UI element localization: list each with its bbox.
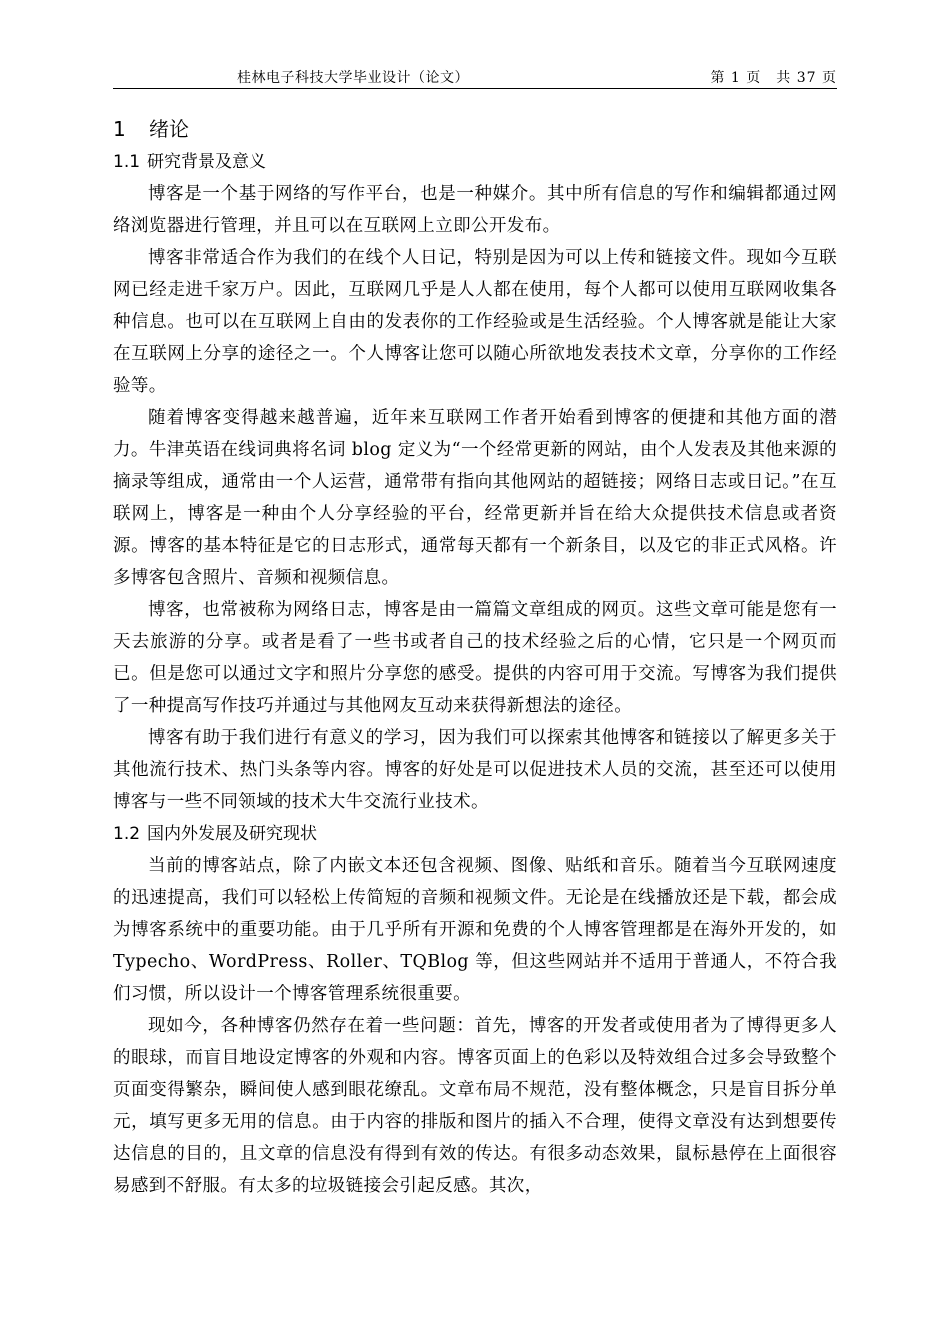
paragraph: 现如今，各种博客仍然存在着一些问题：首先，博客的开发者或使用者为了博得更多人的眼球，而盲目地设定博客的外观和内容。博客页面上的色彩以及特效组合过多会导致整个页面变得繁杂，瞬间使人感到眼花缭乱。文章布局不规范，没有整体概念，只是盲目拆分单元，填写更多无用的信息。由于内容的排版和图片的插入不合理，使得文章没有达到想要传达信息的目的，且文章的信息没有得到有效的传达。有很多动态效果，鼠标悬停在上面很容易感到不舒服。有太多的垃圾链接会引起反感。其次， (113, 1016, 837, 1196)
paragraph: 博客有助于我们进行有意义的学习，因为我们可以探索其他博客和链接以了解更多关于其他流行技术、热门头条等内容。博客的好处是可以促进技术人员的交流，甚至还可以使用博客与一些不同领域的技术大牛交流行业技术。 (113, 728, 837, 812)
section-heading (113, 146, 837, 178)
paragraph: 随着博客变得越来越普遍，近年来互联网工作者开始看到博客的便捷和其他方面的潜力。牛津英语在线词典将名词 blog 定义为“一个经常更新的网站，由个人发表及其他来源的摘录等组成，通常由一个人运营，通常带有指向其他网站的超链接；网络日志或日记。”在互联网上，博客是一种由个人分享经验的平台，经常更新并旨在给大众提供技术信息或者资源。博客的基本特征是它的日志形式，通常每天都有一个新条目，以及它的非正式风格。许多博客包含照片、音频和视频信息。 (113, 408, 837, 588)
chapter-heading (113, 112, 837, 146)
paragraph: 博客非常适合作为我们的在线个人日记，特别是因为可以上传和链接文件。现如今互联网已经走进千家万户。因此，互联网几乎是人人都在使用，每个人都可以使用互联网收集各种信息。也可以在互联网上自由的发表你的工作经验或是生活经验。个人博客就是能让大家在互联网上分享的途径之一。个人博客让您可以随心所欲地发表技术文章，分享你的工作经验等。 (113, 248, 837, 396)
school-header-title: 桂林电子科技大学毕业设计（论文） (237, 70, 469, 86)
section-number: 1.2 (113, 824, 141, 844)
paragraph: 博客是一个基于网络的写作平台，也是一种媒介。其中所有信息的写作和编辑都通过网络浏览器进行管理，并且可以在互联网上立即公开发布。 (113, 184, 837, 236)
chapter-title: 绪论 (149, 117, 189, 141)
section-title: 国内外发展及研究现状 (147, 824, 317, 844)
section-heading (113, 818, 837, 850)
page-header (113, 64, 837, 89)
section-number: 1.1 (113, 152, 141, 172)
page-body (113, 112, 837, 1202)
page-number: 第 1 页 共 37 页 (710, 70, 837, 86)
paragraph: 当前的博客站点，除了内嵌文本还包含视频、图像、贴纸和音乐。随着当今互联网速度的迅速提高，我们可以轻松上传简短的音频和视频文件。无论是在线播放还是下载，都会成为博客系统中的重要功能。由于几乎所有开源和免费的个人博客管理都是在海外开发的，如 Typecho、WordPress、Roller、TQBlog 等，但这些网站并不适用于普通人，不符合我们习惯，所以设计一个博客管理系统很重要。 (113, 856, 837, 1004)
paragraph: 博客，也常被称为网络日志，博客是由一篇篇文章组成的网页。这些文章可能是您有一天去旅游的分享。或者是看了一些书或者自己的技术经验之后的心情，它只是一个网页而已。但是您可以通过文字和照片分享您的感受。提供的内容可用于交流。写博客为我们提供了一种提高写作技巧并通过与其他网友互动来获得新想法的途径。 (113, 600, 837, 716)
section-title: 研究背景及意义 (147, 152, 266, 172)
chapter-number: 1 (113, 117, 126, 141)
